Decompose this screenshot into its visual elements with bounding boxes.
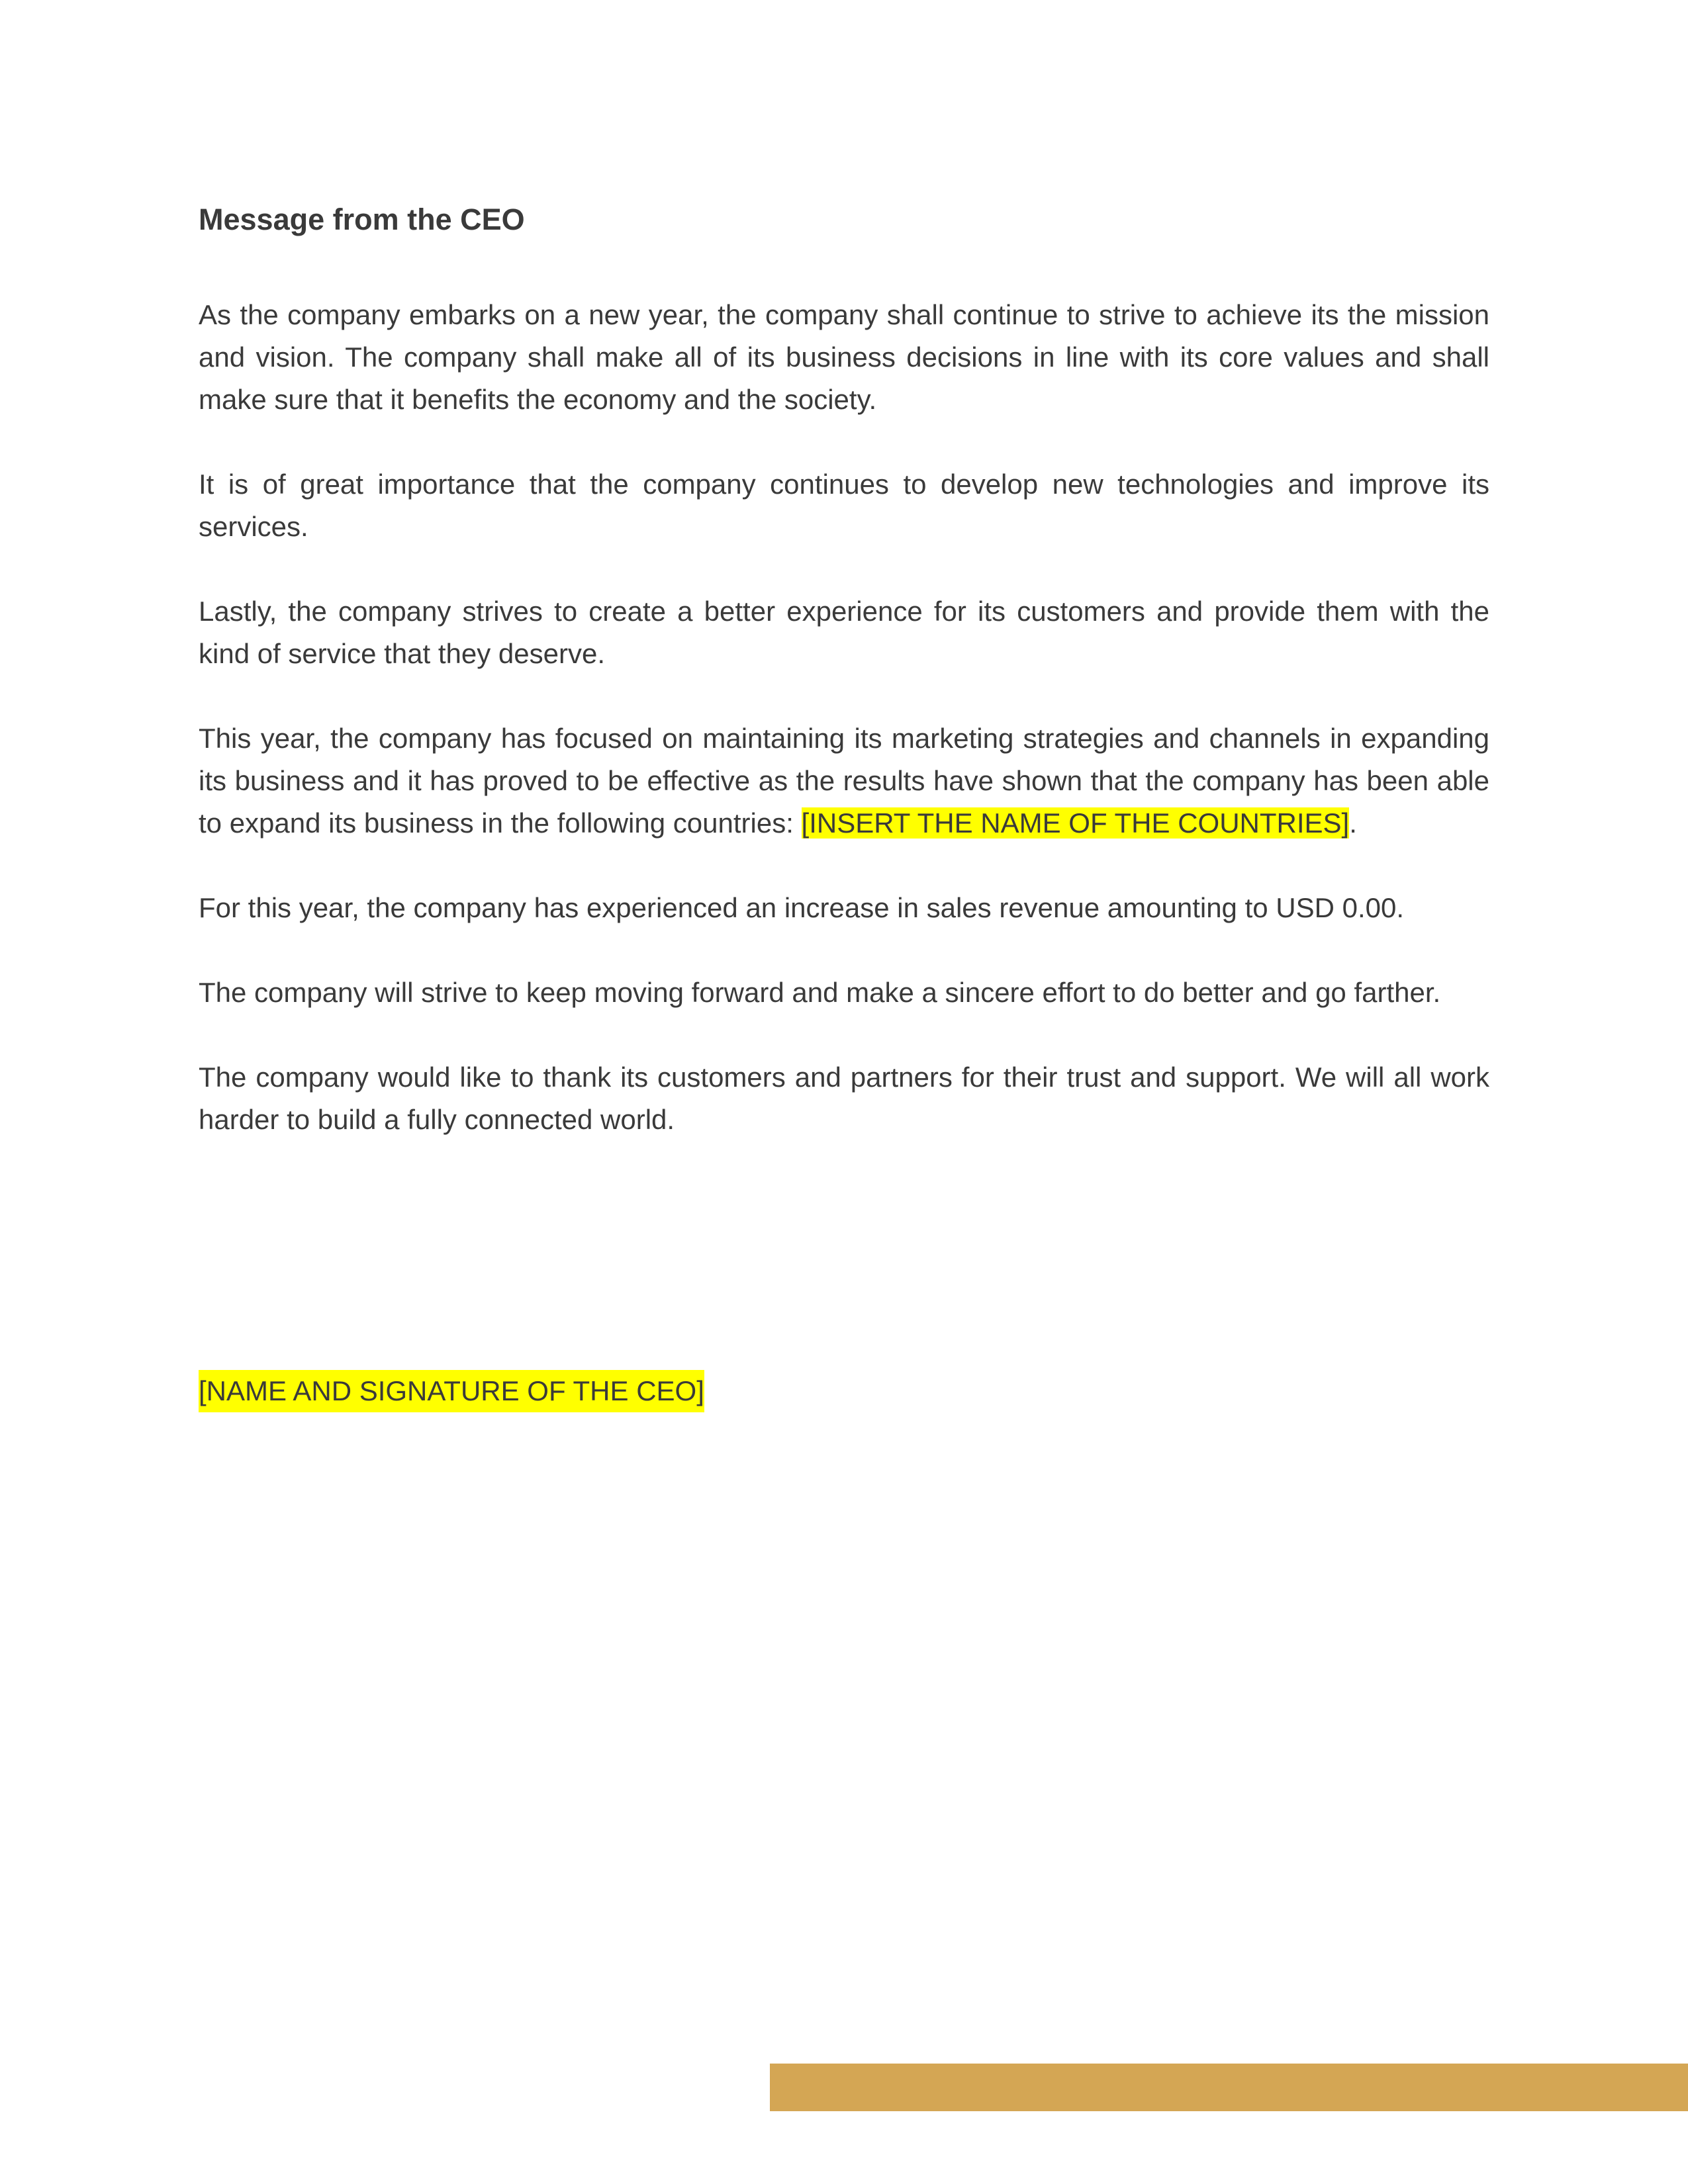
paragraph-thanks: The company would like to thank its customers and partners for their trust and support. We will all work harder to build a fully connected world. xyxy=(199,1062,1489,1135)
footer-accent-bar xyxy=(770,2064,1688,2111)
document-body xyxy=(199,199,1489,1183)
paragraph-mission: As the company embarks on a new year, the company shall continue to strive to achieve its the mission and vision. The company shall make all of its business decisions in line with its core values and shall make sure that it benefits the economy and the society. xyxy=(199,299,1489,415)
page-title: Message from the CEO xyxy=(199,203,525,236)
paragraph-revenue: For this year, the company has experienced an increase in sales revenue amounting to USD 0.00. xyxy=(199,892,1405,923)
signature-placeholder: [NAME AND SIGNATURE OF THE CEO] xyxy=(199,1370,704,1412)
paragraph-customer-experience: Lastly, the company strives to create a better experience for its customers and provide them with the kind of service that they deserve. xyxy=(199,596,1489,669)
countries-placeholder: [INSERT THE NAME OF THE COUNTRIES] xyxy=(801,807,1350,839)
expansion-text: This year, the company has focused on maintaining its marketing strategies and channels in expanding its business and it has proved to be effective as the results have shown that the company has been able to expand its business in the following countries: xyxy=(199,723,1489,839)
expansion-suffix: . xyxy=(1349,807,1357,839)
paragraph-moving-forward: The company will strive to keep moving forward and make a sincere effort to do better and go farther. xyxy=(199,977,1441,1008)
paragraph-expansion xyxy=(199,717,1489,844)
paragraph-technology: It is of great importance that the company continues to develop new technologies and improve its services. xyxy=(199,469,1489,542)
